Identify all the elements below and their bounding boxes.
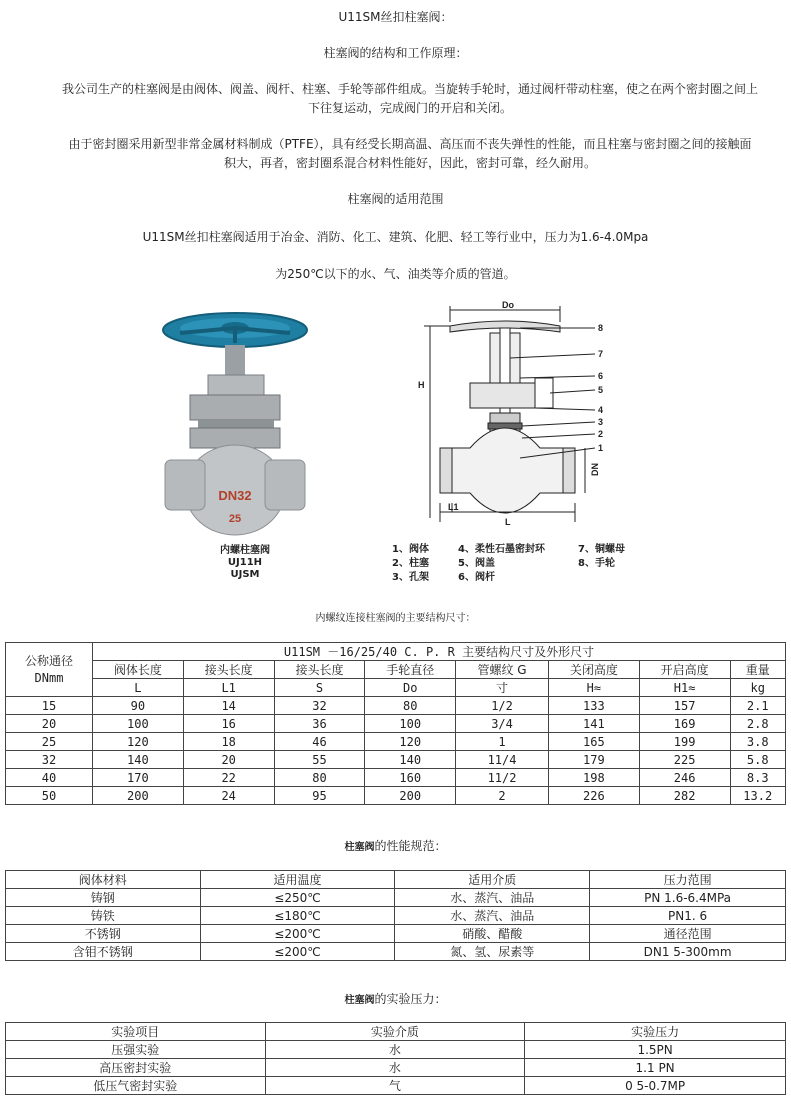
table-row [6,925,786,943]
title-emphasis: 柱塞阀 [344,995,375,1006]
table-cell: 2.1 [730,697,785,715]
paragraph-seal [30,135,790,173]
table-cell: 200 [93,787,184,805]
part-number: 2 [598,429,604,439]
column-header: 实验介质 [265,1023,525,1041]
table-cell: 80 [274,769,365,787]
legend-item: 8、手轮 [578,558,615,569]
legend-item: 2、柱塞 [392,558,429,569]
table1-title: 内螺纹连接柱塞阀的主要结构尺寸： [315,613,476,624]
table-cell: 水、蒸汽、油品 [395,889,590,907]
table-cell: 40 [6,769,93,787]
table-row [6,715,786,733]
table-header-row [6,871,786,889]
table-cell: 水 [265,1059,525,1077]
table-cell: 高压密封实验 [6,1059,266,1077]
legend-item: 6、阀杆 [458,572,495,583]
valve-photo [150,300,330,540]
column-header: 管螺纹 G [456,661,549,679]
column-header: 关闭高度 [548,661,639,679]
table-cell: 46 [274,733,365,751]
table2-title [0,837,791,854]
table-cell: 95 [274,787,365,805]
title-text: 的性能规范： [374,839,447,853]
table-row [6,787,786,805]
table-cell: 低压气密封实验 [6,1077,266,1095]
paragraph-scope: U11SM丝扣柱塞阀适用于冶金、消防、化工、建筑、化肥、轻工等行业中，压力为1.6-4.0Mpa [142,230,649,244]
table-row [6,1041,786,1059]
column-header: 接头长度 [183,661,274,679]
table-cell: 氮、氢、尿素等 [395,943,590,961]
table-cell: DN1 5-300mm [590,943,786,961]
table-cell: 50 [6,787,93,805]
dim-do-label: Do [502,300,514,310]
column-header: 实验项目 [6,1023,266,1041]
table-cell: 3.8 [730,733,785,751]
table-cell: 不锈钢 [6,925,201,943]
table-cell: PN 1.6-6.4MPa [590,889,786,907]
title-emphasis: 柱塞阀 [344,842,375,853]
part-number: 5 [598,385,604,395]
section-heading-scope: 柱塞阀的适用范围 [347,192,444,206]
column-unit: H≈ [548,679,639,697]
page-title: U11SM丝扣柱塞阀： [338,10,453,24]
table-cell: ≤250℃ [200,889,395,907]
caption-line: 内螺柱塞阀 [220,545,270,556]
dimensions-table [5,642,786,805]
table-cell: 2.8 [730,715,785,733]
table-row [6,1059,786,1077]
paragraph-line: 下往复运动，完成阀门的开启和关闭。 [307,101,512,115]
photo-caption [205,545,285,581]
table-cell: ≤200℃ [200,943,395,961]
table-cell: 226 [548,787,639,805]
column-unit-row [6,679,786,697]
table-cell: 133 [548,697,639,715]
legend-item: 4、柔性石墨密封环 [458,544,545,555]
part-number: 4 [598,405,604,415]
table-cell: 铸钢 [6,889,201,907]
table-cell: 198 [548,769,639,787]
table-cell: 160 [365,769,456,787]
part-number: 8 [598,323,604,333]
table-cell: 225 [639,751,730,769]
body-label: DN32 [218,488,252,503]
column-unit: Do [365,679,456,697]
dim-l1-label: L1 [448,502,459,512]
legend-item: 1、阀体 [392,544,429,555]
table-cell: 36 [274,715,365,733]
paragraph-line: 我公司生产的柱塞阀是由阀体、阀盖、阀杆、柱塞、手轮等部件组成。当旋转手轮时，通过阀杆带动柱塞，使之在两个密封圈之间上 [61,82,758,96]
table-cell: 18 [183,733,274,751]
table-cell: 通径范围 [590,925,786,943]
column-unit: H1≈ [639,679,730,697]
caption-line: UJ11H [227,557,263,568]
table-cell: 165 [548,733,639,751]
table-cell: 20 [6,715,93,733]
table-cell: 32 [6,751,93,769]
table-row [6,943,786,961]
table-cell: 11/2 [456,769,549,787]
paragraph-line: 由于密封圈采用新型非常金属材料制成（PTFE），具有经受长期高温、高压而不丧失弹性的性能，而且柱塞与密封圈之间的接触面 [68,137,752,151]
column-unit: L [93,679,184,697]
valve-cross-section-drawing [410,298,625,530]
table-cell: 铸铁 [6,907,201,925]
corner-header [6,643,93,697]
table-cell: 140 [93,751,184,769]
table-cell: 压强实验 [6,1041,266,1059]
column-header: 适用介质 [395,871,590,889]
table-cell: 199 [639,733,730,751]
table-row [6,751,786,769]
table-cell: 80 [365,697,456,715]
section-heading-structure: 柱塞阀的结构和工作原理： [323,46,468,60]
table-row [6,769,786,787]
table-cell: 11/4 [456,751,549,769]
paragraph-line: 积大，再者，密封圈系混合材料性能好，因此，密封可靠，经久耐用。 [223,156,596,170]
table-cell: 20 [183,751,274,769]
table-row [6,889,786,907]
table-cell: 22 [183,769,274,787]
table-cell: 141 [548,715,639,733]
table-cell: 200 [365,787,456,805]
paragraph-structure [30,80,790,118]
table-cell: 1 [456,733,549,751]
part-number: 7 [598,349,604,359]
column-header: 接头长度 [274,661,365,679]
column-header: 开启高度 [639,661,730,679]
part-number: 3 [598,417,604,427]
table-cell: 水 [265,1041,525,1059]
table-cell: 硝酸、醋酸 [395,925,590,943]
dim-l-label: L [505,517,511,527]
corner-header-line: 公称通径 [24,653,73,668]
table-cell: 16 [183,715,274,733]
table-cell: 169 [639,715,730,733]
table-cell: 32 [274,697,365,715]
table-cell: 14 [183,697,274,715]
table-cell: PN1. 6 [590,907,786,925]
corner-header-line: DNmm [34,670,64,685]
paragraph-media: 为250℃以下的水、气、油类等介质的管道。 [275,267,516,281]
table-cell: 24 [183,787,274,805]
test-pressure-table [5,1022,786,1095]
table-cell: 气 [265,1077,525,1095]
dim-dn-label: DN [590,463,600,476]
table-cell: 1.5PN [525,1041,786,1059]
table-cell: 1/2 [456,697,549,715]
column-header: 重量 [730,661,785,679]
table-row [6,733,786,751]
table-cell: ≤200℃ [200,925,395,943]
column-name-row [6,661,786,679]
column-header: 压力范围 [590,871,786,889]
table3-title [0,990,791,1007]
part-number: 6 [598,371,604,381]
dim-h-label: H [418,380,425,390]
legend-item: 7、铜螺母 [578,544,625,555]
table-cell: 水、蒸汽、油品 [395,907,590,925]
column-unit: S [274,679,365,697]
table-cell: 25 [6,733,93,751]
table-cell: 179 [548,751,639,769]
column-header: 手轮直径 [365,661,456,679]
table-cell: 100 [93,715,184,733]
table-cell: 55 [274,751,365,769]
table-header-row [6,1023,786,1041]
table-cell: ≤180℃ [200,907,395,925]
table-row [6,907,786,925]
table-cell: 8.3 [730,769,785,787]
table-cell: 282 [639,787,730,805]
table-row [6,697,786,715]
caption-line: UJSM [230,569,260,580]
table-cell: 1.1 PN [525,1059,786,1077]
performance-table [5,870,786,961]
title-text: 的实验压力： [374,992,447,1006]
table-cell: 0 5-0.7MP [525,1077,786,1095]
table-cell: 157 [639,697,730,715]
table-cell: 90 [93,697,184,715]
table-cell: 15 [6,697,93,715]
column-header: 实验压力 [525,1023,786,1041]
column-unit: L1 [183,679,274,697]
table-cell: 13.2 [730,787,785,805]
table-cell: 140 [365,751,456,769]
column-header: 阀体长度 [93,661,184,679]
table-cell: 120 [93,733,184,751]
table-cell: 3/4 [456,715,549,733]
column-header: 适用温度 [200,871,395,889]
column-header: 阀体材料 [6,871,201,889]
column-unit: kg [730,679,785,697]
table-row [6,1077,786,1095]
table-cell: 2 [456,787,549,805]
span-header: U11SM －16/25/40 C. P. R 主要结构尺寸及外形尺寸 [93,643,786,661]
table-cell: 170 [93,769,184,787]
table-cell: 246 [639,769,730,787]
column-unit: 寸 [456,679,549,697]
table-cell: 5.8 [730,751,785,769]
table-cell: 含钼不锈钢 [6,943,201,961]
legend-item: 5、阀盖 [458,558,495,569]
table-cell: 120 [365,733,456,751]
table-cell: 100 [365,715,456,733]
body-label-secondary: 25 [228,513,242,525]
legend-item: 3、孔架 [392,572,429,583]
part-number: 1 [598,443,604,453]
